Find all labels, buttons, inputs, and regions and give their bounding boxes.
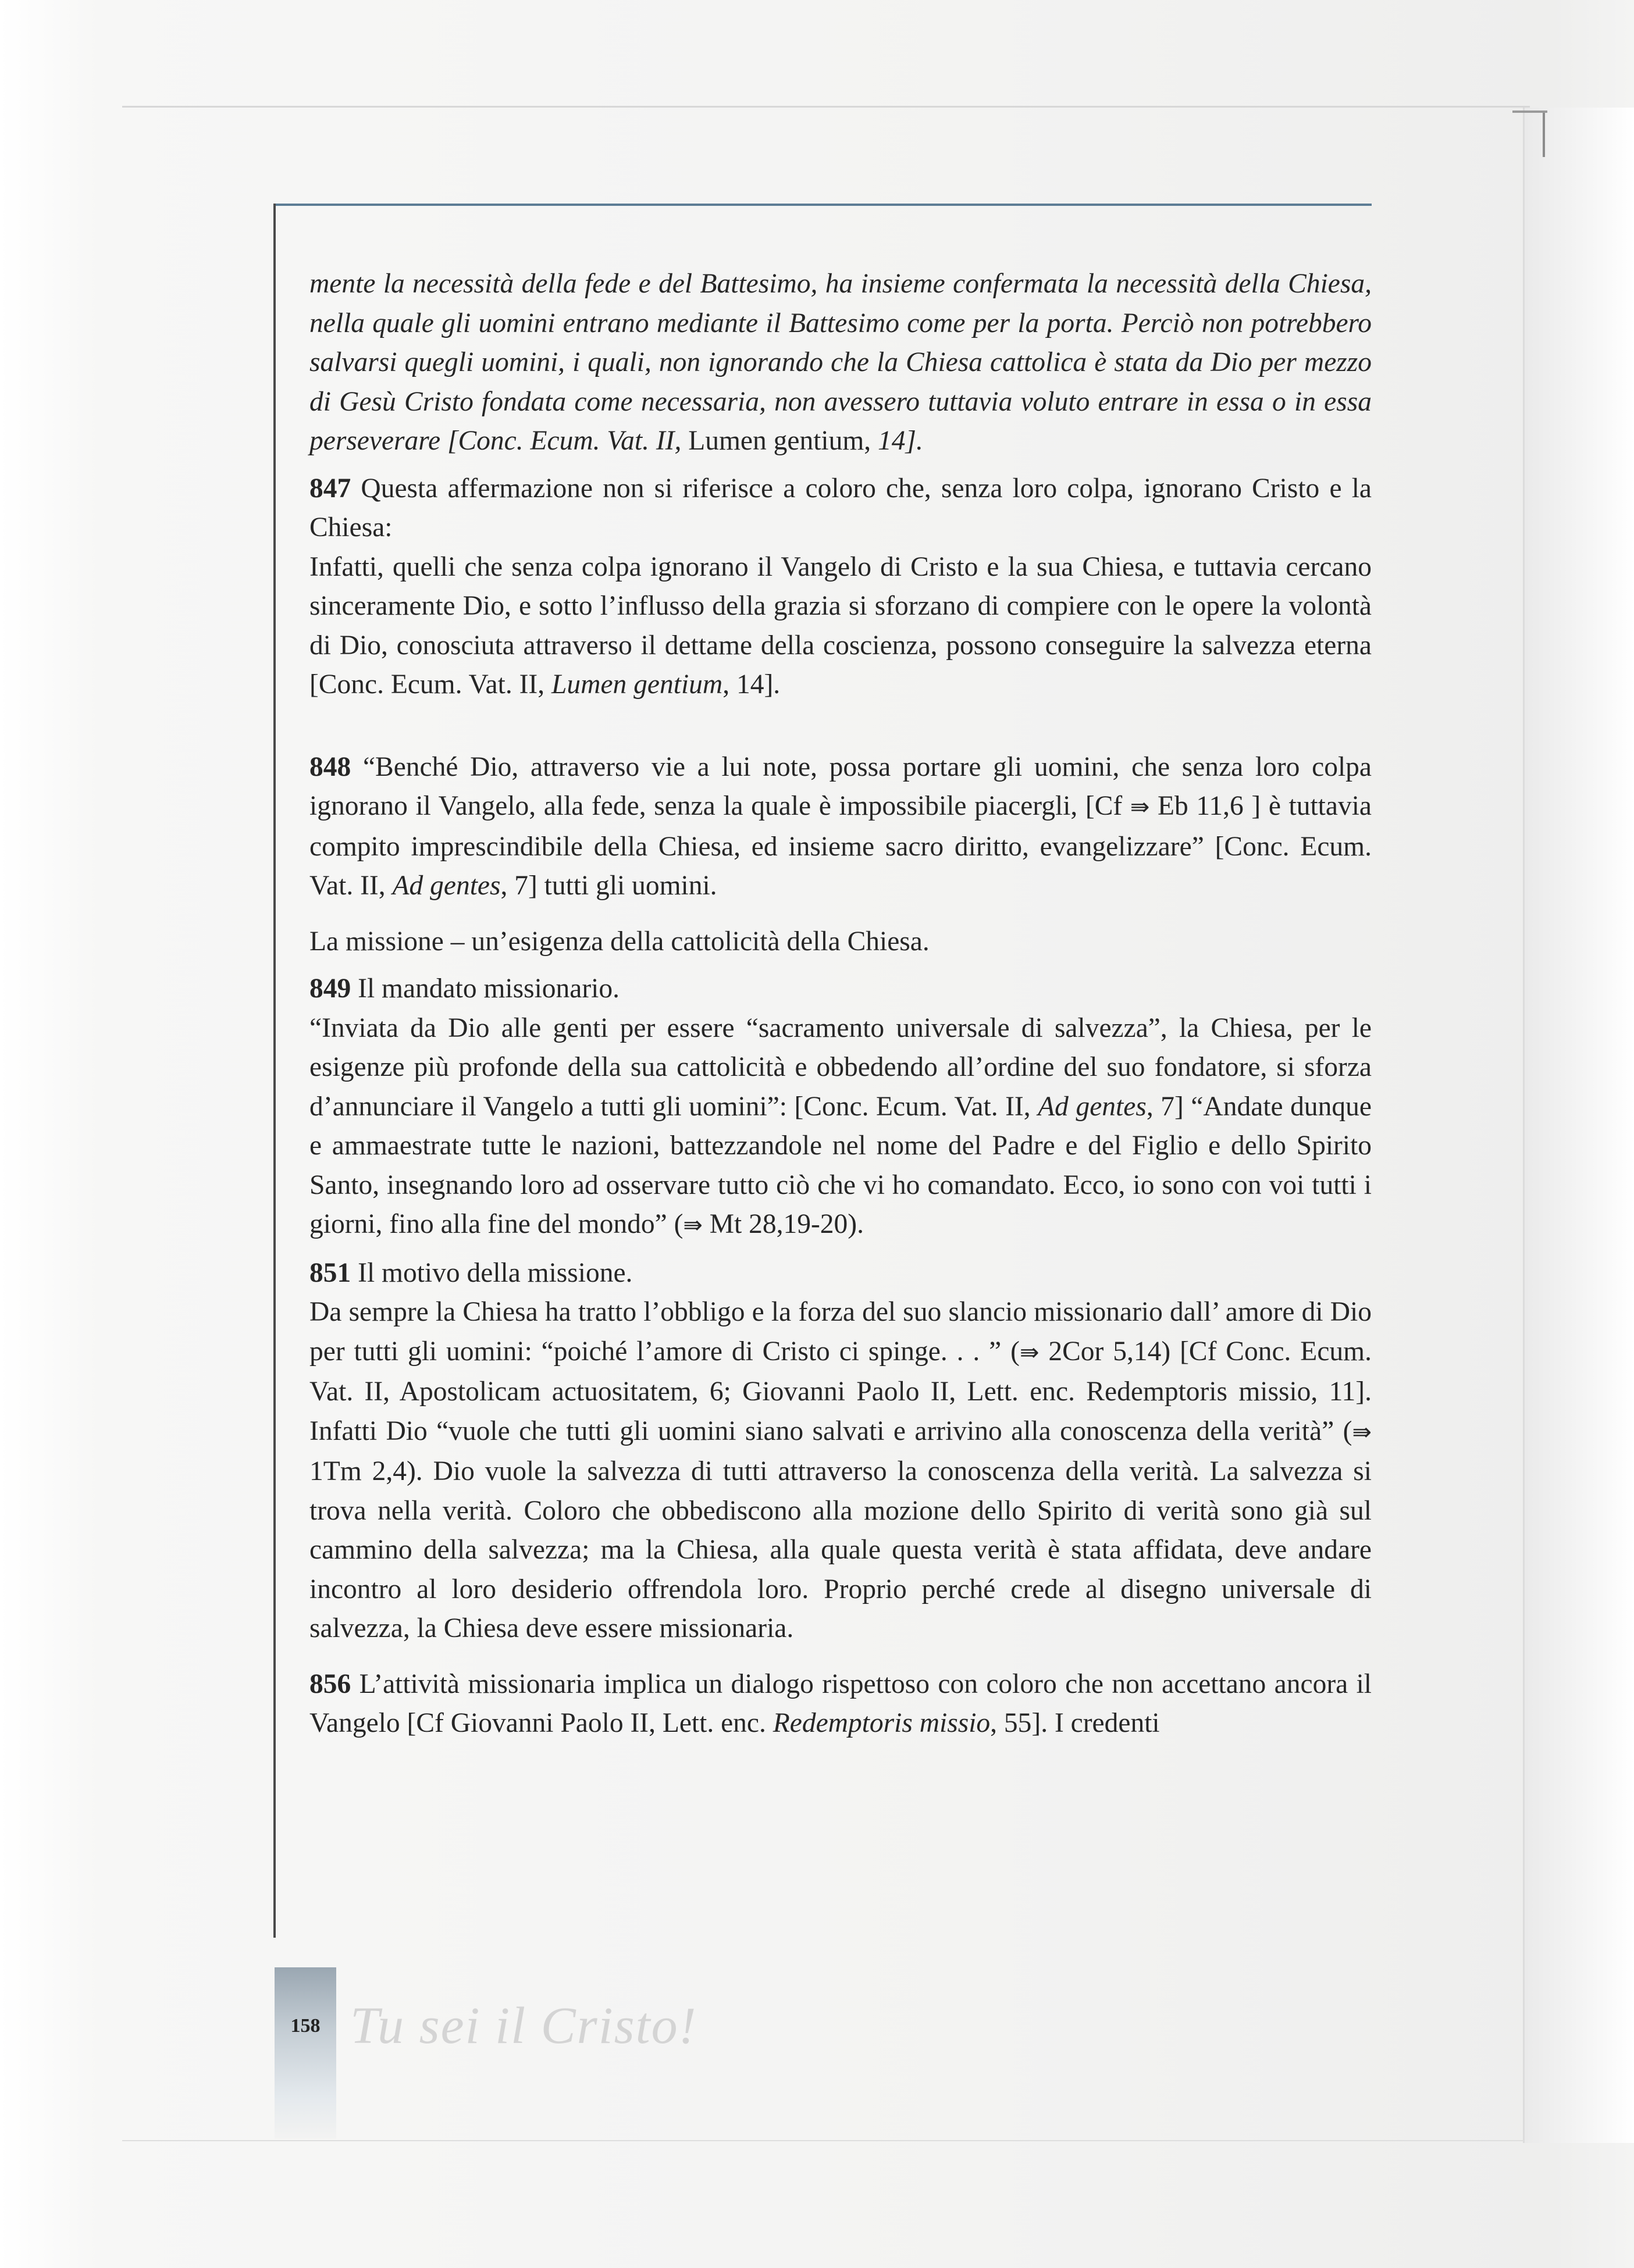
text-segment: 1Tm 2,4). Dio vuole la salvezza di tutti attraverso la conoscenza della verità. La salvezza si trova nella verità. Coloro che obbediscono alla mozione dello Spirito di verità sono già sul cammino della salvezza; ma la Chiesa, alla quale questa verità è stata affidata, deve andare incontro al loro desiderio offrendola loro. Proprio perché crede al disegno universale di salvezza, la Chiesa deve essere missionaria. [309, 1456, 1372, 1643]
paragraph-number: 847 [309, 473, 351, 504]
paragraph-851 [309, 1254, 1372, 1293]
corner-tick-mark [1543, 110, 1545, 157]
text-segment: Il motivo della missione. [351, 1257, 633, 1288]
text-segment: Questa affermazione non si riferisce a coloro che, senza loro colpa, ignorano Cristo e la Chiesa: [309, 473, 1372, 543]
text-frame-top-rule [273, 204, 1372, 206]
paragraph-847-quote [309, 548, 1372, 705]
text-segment: Infatti, quelli che senza colpa ignorano il Vangelo di Cristo e la sua Chiesa, e tuttavia cercano sinceramente Dio, e sotto l’influsso della grazia si sforzano di compiere con le opere la volontà di Dio, conosciuta attraverso il dettame della coscienza, possono conseguire la salvezza eterna [Conc. Ecum. Vat. II, [309, 551, 1372, 700]
text-segment: Lumen gentium, [688, 426, 878, 456]
text-segment: Eb 11,6 ] è tuttavia compito imprescindibile della Chiesa, ed insieme sacro diritto, evangelizzare” [Conc. Ecum. Vat. II, [309, 791, 1372, 901]
section-heading-missione [309, 922, 1372, 962]
paragraph-number: 856 [309, 1668, 351, 1699]
text-segment: L’attività missionaria implica un dialogo rispettoso con coloro che non accettano ancora il Vangelo [Cf Giovanni Paolo II, Lett. enc. [309, 1668, 1372, 1738]
text-segment: 2Cor 5,14) [Cf Conc. Ecum. Vat. II, Apostolicam actuositatem, 6; Giovanni Paolo II, Lett. enc. Redemptoris missio, 11]. Infatti Dio “vuole che tutti gli uomini siano salvati e arrivino alla conoscenza della verità” ( [309, 1336, 1372, 1446]
page-body-text [309, 265, 1372, 1743]
text-frame-left-rule [273, 204, 276, 1938]
text-segment: Il mandato missionario. [351, 973, 620, 1004]
cross-reference-arrow-icon: ⇛ [1019, 1339, 1040, 1366]
paragraph-851-body [309, 1293, 1372, 1649]
text-segment: Mt 28,19-20). [702, 1209, 864, 1239]
cross-reference-arrow-icon: ⇛ [683, 1212, 703, 1239]
text-segment: La missione – un’esigenza della cattolicità della Chiesa. [309, 926, 930, 957]
text-segment: , 7] “Andate dunque e ammaestrate tutte le nazioni, battezzandole nel nome del Padre e del Figlio e dello Spirito Santo, insegnando loro ad osservare tutto ciò che vi ho comandato. Ecco, io sono con voi tutti i giorni, fino alla fine del mondo” ( [309, 1091, 1372, 1239]
text-segment: , 55]. I credenti [990, 1708, 1160, 1738]
paragraph-856 [309, 1665, 1372, 1743]
text-segment: Lumen gentium [551, 669, 723, 700]
text-segment: Da sempre la Chiesa ha tratto l’obbligo e la forza del suo slancio missionario dall’ amore di Dio per tutti gli uomini: “poiché l’amore di Cristo ci spinge. . . ” ( [309, 1297, 1372, 1367]
text-segment: , 14]. [722, 669, 781, 700]
paragraph-849-quote [309, 1009, 1372, 1246]
text-segment: 14]. [878, 426, 923, 456]
paragraph-number: 848 [309, 751, 351, 782]
page-number: 158 [290, 2015, 321, 2037]
page-edge-bottom [122, 2140, 1524, 2141]
running-title: Tu sei il Cristo! [350, 1997, 697, 2055]
paragraph-number: 851 [309, 1257, 351, 1288]
text-segment: mente la necessità della fede e del Battesimo, ha insieme confermata la necessità della Chiesa, nella quale gli uomini entrano mediante il Battesimo come per la porta. Perciò non potrebbero salvarsi quegli uomini, i quali, non ignorando che la Chiesa cattolica è stata da Dio per mezzo di Gesù Cristo fondata come necessaria, non avessero tuttavia voluto entrare in essa o in essa perseverare [Conc. Ecum. Vat. II, [309, 269, 1372, 456]
cross-reference-arrow-icon: ⇛ [1352, 1418, 1372, 1446]
text-segment: “Benché Dio, attraverso vie a lui note, possa portare gli uomini, che senza loro colpa ignorano il Vangelo, alla fede, senza la quale è impossibile piacergli, [Cf [309, 751, 1372, 821]
paragraph-847 [309, 469, 1372, 548]
paragraph-848 [309, 748, 1372, 906]
text-segment: Redemptoris missio [772, 1708, 991, 1738]
page-number-tab [275, 1967, 336, 2139]
text-segment: , 7] tutti gli uomini. [500, 871, 717, 901]
corner-tick-mark-horizontal [1512, 110, 1547, 113]
paragraph-number: 849 [309, 973, 351, 1004]
page-edge-top [122, 106, 1530, 108]
paragraph-849 [309, 969, 1372, 1009]
text-segment: Ad gentes [1038, 1091, 1147, 1122]
cross-reference-arrow-icon: ⇛ [1130, 794, 1150, 821]
page-edge-shadow [1525, 108, 1634, 2143]
paragraph-846-continuation [309, 265, 1372, 461]
text-segment: “Inviata da Dio alle genti per essere “sacramento universale di salvezza”, la Chiesa, per le esigenze più profonde della sua cattolicità e obbedendo all’ordine del suo fondatore, si sforza d’annunciare il Vangelo a tutti gli uomini”: [Conc. Ecum. Vat. II, [309, 1012, 1372, 1122]
text-segment: Ad gentes [392, 871, 501, 901]
